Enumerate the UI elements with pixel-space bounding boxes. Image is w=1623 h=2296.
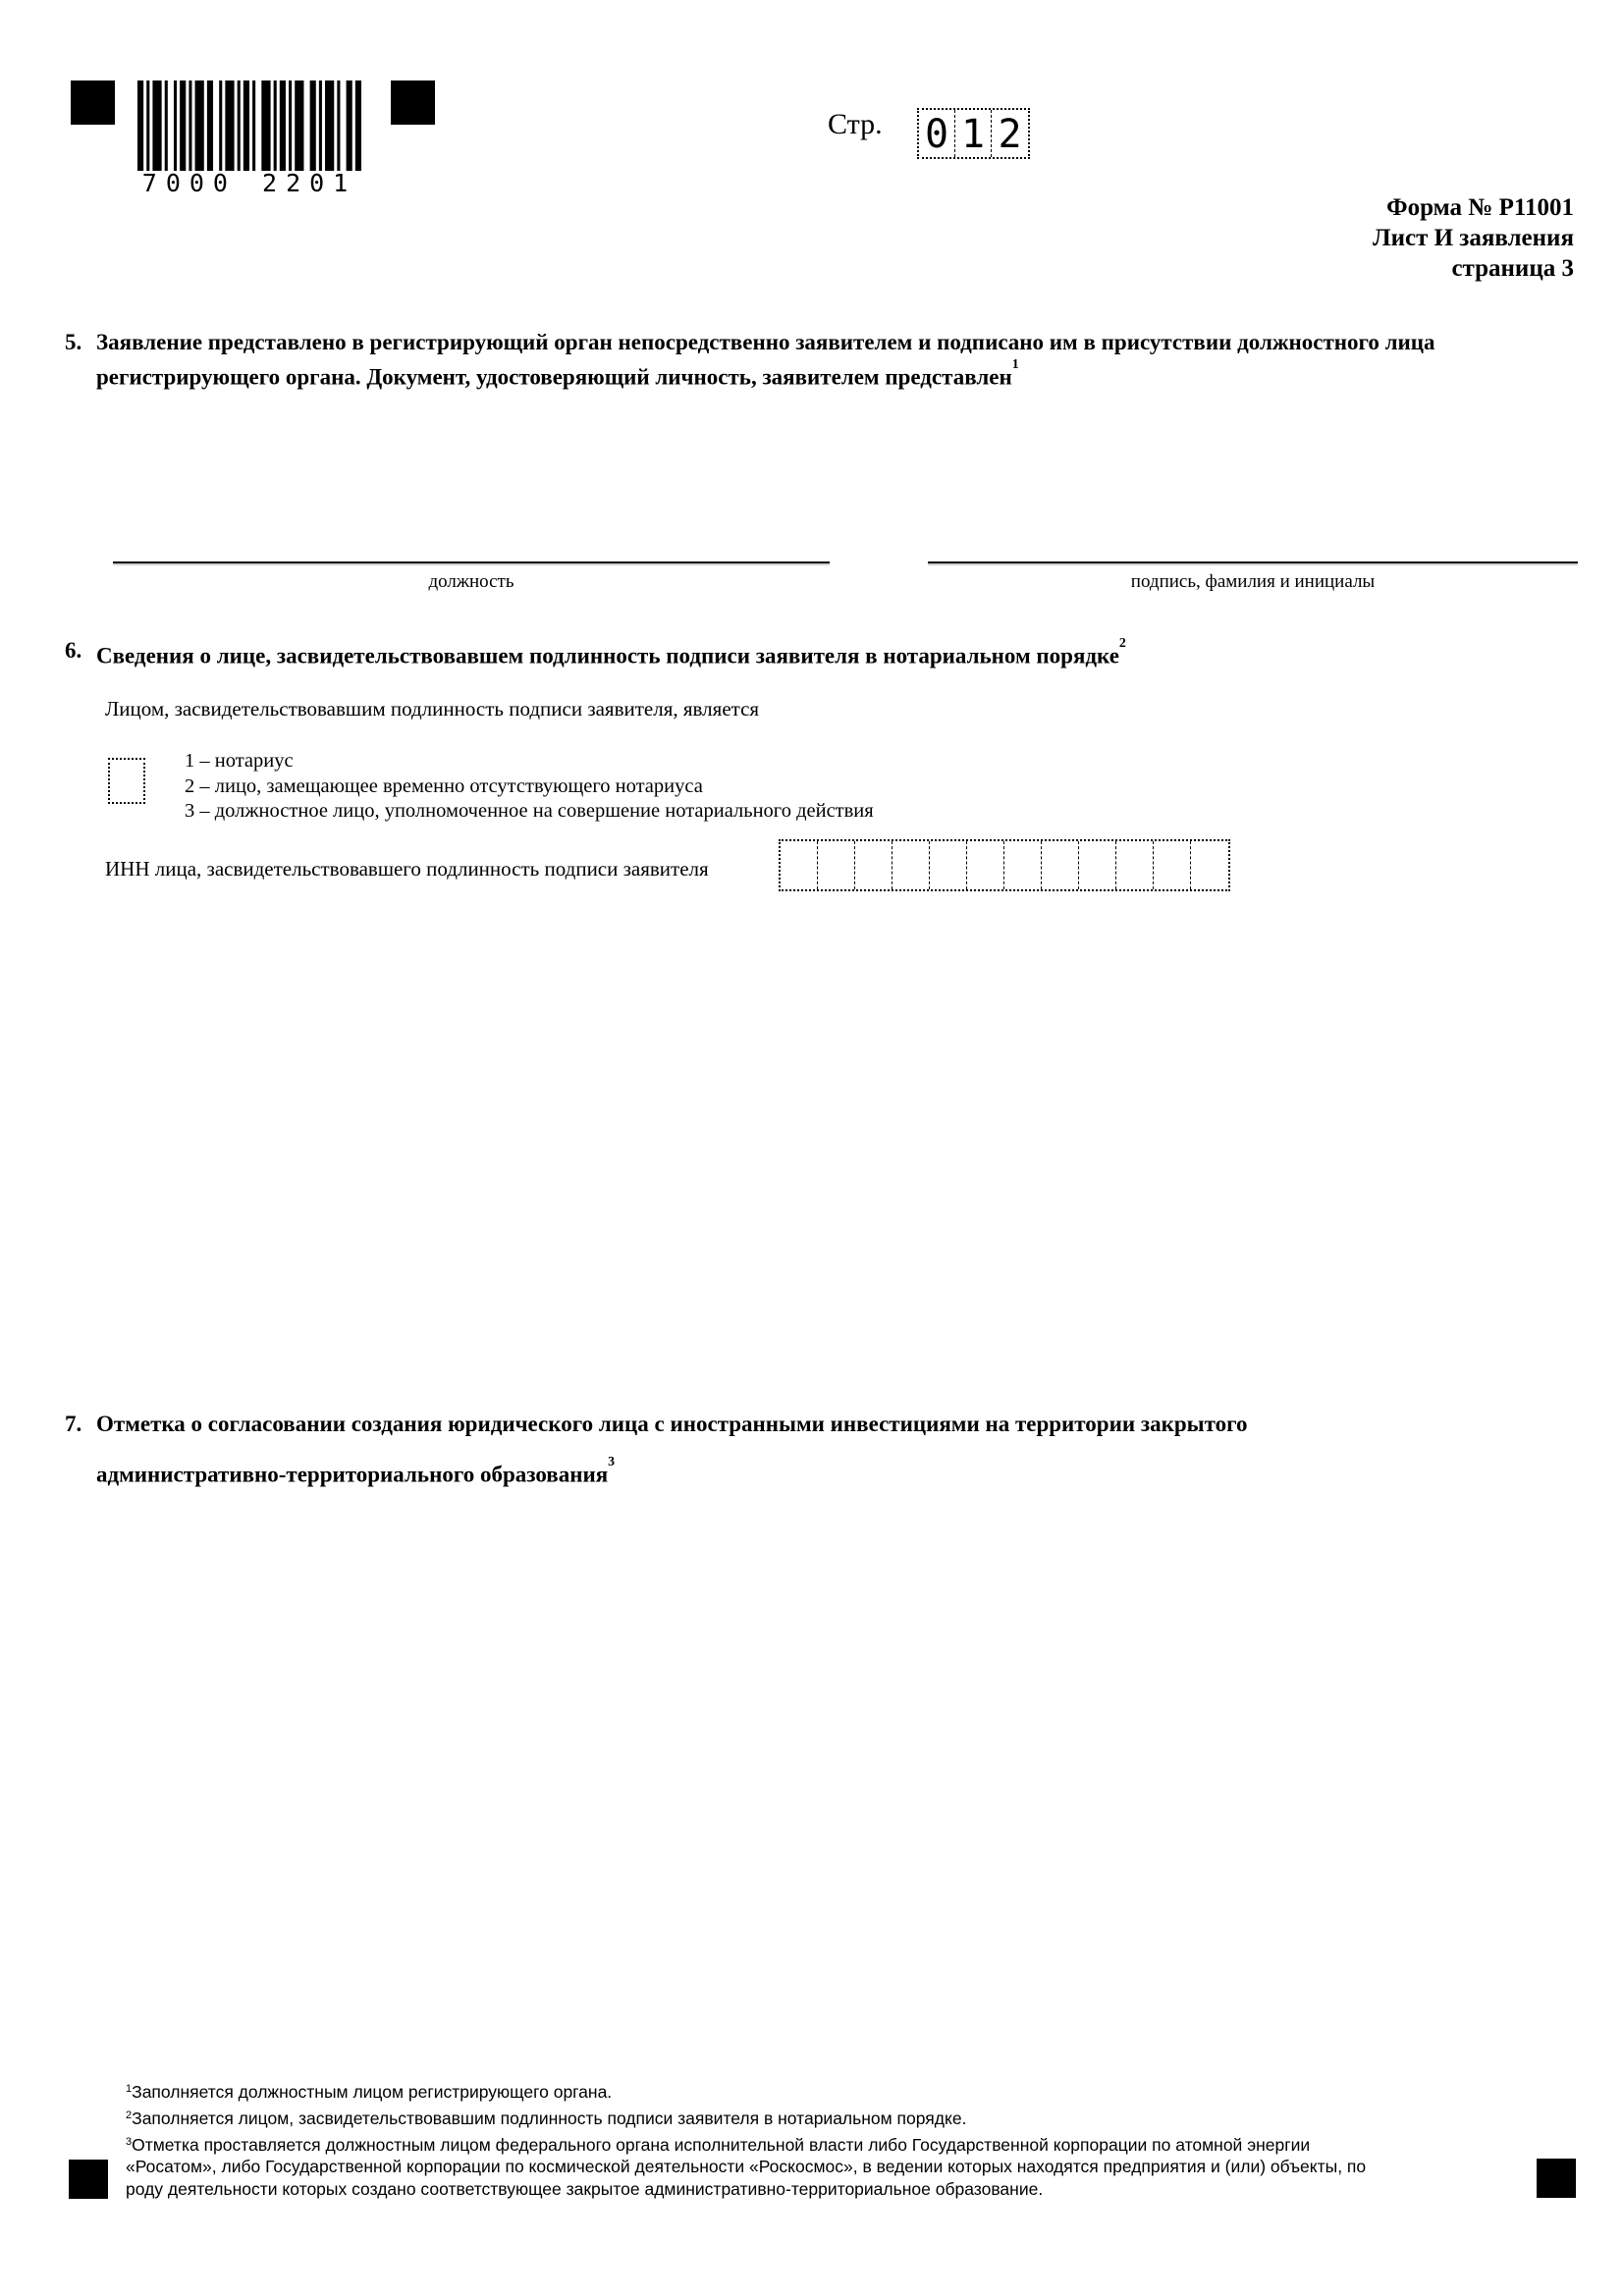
inn-cell[interactable]	[781, 841, 818, 889]
section-7-text	[96, 1402, 1247, 1498]
corner-mark-top-left	[71, 80, 115, 125]
signature-line-signature	[928, 561, 1578, 563]
page-label: Стр.	[828, 108, 883, 140]
section-6-title	[96, 636, 1126, 671]
footnote-1	[126, 2077, 1394, 2104]
inn-cell[interactable]	[1042, 841, 1079, 889]
section-6-title-text: Сведения о лице, засвидетельствовавшем подлинность подписи заявителя в нотариальном порядке	[96, 643, 1119, 668]
notary-option-1: 1 – нотариус	[185, 750, 294, 772]
form-page-number: страница 3	[1451, 255, 1574, 282]
form-title-block	[1373, 192, 1574, 284]
inn-cell[interactable]	[1191, 841, 1228, 889]
notary-option-3: 3 – должностное лицо, уполномоченное на совершение нотариального действия	[185, 800, 874, 822]
page-number-field	[917, 108, 1030, 159]
section-7-line-1: Отметка о согласовании создания юридического лица с иностранными инвестициями на территории закрытого	[96, 1412, 1248, 1436]
corner-mark-bottom-right	[1537, 2159, 1576, 2198]
signature-line-signature-label: подпись, фамилия и инициалы	[1130, 571, 1376, 592]
section-7	[65, 1402, 1538, 1498]
section-6	[65, 636, 1488, 671]
page-number-digit: 1	[955, 110, 992, 157]
section-5-number: 5.	[65, 330, 82, 354]
notary-option-2: 2 – лицо, замещающее временно отсутствующего нотариуса	[185, 774, 703, 797]
footnote-ref-3: 3	[608, 1454, 616, 1469]
footnote-2	[126, 2104, 1394, 2130]
section-7-line-2	[96, 1447, 1247, 1498]
inn-cell[interactable]	[1154, 841, 1191, 889]
inn-cell[interactable]	[1079, 841, 1116, 889]
signature-line-position	[113, 561, 830, 563]
notary-type-options	[185, 749, 874, 825]
footnote-3-marker: 3	[126, 2135, 133, 2148]
inn-cell[interactable]	[855, 841, 893, 889]
form-sheet: Лист И заявления	[1372, 225, 1574, 251]
notary-type-checkbox[interactable]	[108, 758, 145, 804]
footnote-3	[126, 2130, 1394, 2202]
inn-field	[779, 839, 1230, 891]
footnote-1-marker: 1	[126, 2083, 133, 2095]
inn-cell[interactable]	[818, 841, 855, 889]
section-7-number: 7.	[65, 1412, 82, 1436]
inn-cell[interactable]	[1004, 841, 1042, 889]
section-7-line-2-text: административно-территориального образования	[96, 1462, 609, 1487]
section-5	[65, 328, 1488, 393]
corner-mark-bottom-left	[69, 2160, 108, 2199]
section-5-body-text: Заявление представлено в регистрирующий орган непосредственно заявителем и подписано им в присутствии должностного лица регистрирующего органа. Документ, удостоверяющий личность, заявителем представлен	[96, 330, 1435, 390]
inn-label: ИНН лица, засвидетельствовавшего подлинность подписи заявителя	[105, 857, 709, 881]
barcode-value: 7000 2201	[141, 169, 357, 197]
corner-mark-top-inner	[391, 80, 435, 125]
footnote-2-text: Заполняется лицом, засвидетельствовавшим подлинность подписи заявителя в нотариальном порядке.	[132, 2108, 967, 2128]
footnote-ref-1: 1	[1011, 356, 1019, 372]
inn-cell[interactable]	[930, 841, 967, 889]
page-number-digit: 0	[919, 110, 955, 157]
notary-intro-text: Лицом, засвидетельствовавшим подлинность подписи заявителя, является	[105, 697, 760, 721]
page-number-digit: 2	[998, 112, 1022, 157]
section-6-number: 6.	[65, 638, 82, 663]
section-5-text	[96, 328, 1483, 393]
inn-cell[interactable]	[967, 841, 1004, 889]
inn-cell[interactable]	[893, 841, 930, 889]
footnotes	[126, 2077, 1394, 2201]
footnote-3-text: Отметка проставляется должностным лицом федерального органа исполнительной власти либо Государственной корпорации по атомной энергии «Росатом», либо Государственной корпорации по космической деятельности «Роскосмос», в ведении которых находятся предприятия и (или) объекты, по роду деятельности которых создано соответствующее закрытое административно-территориальное образование.	[126, 2134, 1367, 2200]
inn-cell[interactable]	[1116, 841, 1154, 889]
footnote-ref-2: 2	[1118, 635, 1126, 651]
footnote-1-text: Заполняется должностным лицом регистрирующего органа.	[132, 2081, 613, 2102]
signature-line-position-label: должность	[428, 571, 514, 592]
form-number: Форма № Р11001	[1386, 194, 1574, 221]
footnote-2-marker: 2	[126, 2109, 133, 2121]
barcode-image	[137, 80, 361, 171]
